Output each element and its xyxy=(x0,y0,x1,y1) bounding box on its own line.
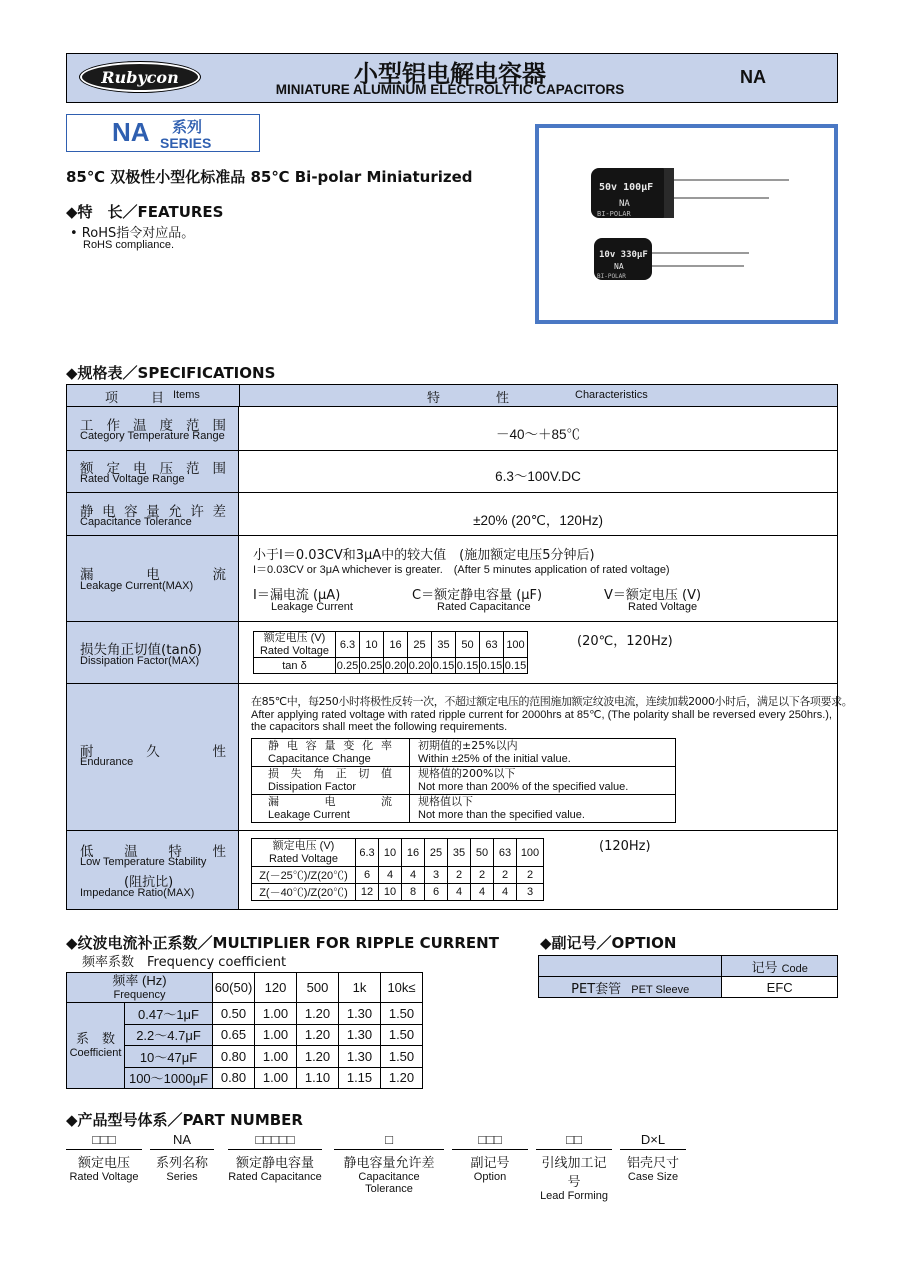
df-volt: 63 xyxy=(480,632,504,658)
df-hdr-cn: 额定电压 (V) xyxy=(263,632,326,645)
col-char-cn: 特 性 xyxy=(427,391,520,406)
coef-value: 1.50 xyxy=(381,1003,423,1025)
coef-value: 1.20 xyxy=(381,1067,423,1089)
end-desc-cn: 在85℃中，每250小时将极性反转一次，不超过额定电压的范围施加额定纹波电流，连续加载2000小时后，满足以下各项要求。 xyxy=(251,695,853,708)
part-label-en: Option xyxy=(473,1171,507,1183)
cap1-series: NA xyxy=(619,199,630,209)
lt-label-cn: 低 温 特 性 xyxy=(80,844,226,860)
coef-value: 1.15 xyxy=(339,1067,381,1089)
part-field xyxy=(452,1132,528,1183)
lt-volt: 100 xyxy=(517,839,544,867)
lt-r1-val: 4 xyxy=(402,867,425,884)
lt-r1-val: 2 xyxy=(517,867,544,884)
ripple-heading: ◆纹波电流补正系数／MULTIPLIER FOR RIPPLE CURRENT xyxy=(66,934,499,952)
part-label-en: Lead Forming xyxy=(540,1190,608,1202)
coef-value: 0.80 xyxy=(213,1067,255,1089)
part-label-cn: 引线加工记号 xyxy=(541,1156,607,1190)
df-val: 0.25 xyxy=(336,659,359,672)
part-field xyxy=(228,1132,322,1183)
coef-value: 1.20 xyxy=(297,1003,339,1025)
lt-label-en2: Impedance Ratio(MAX) xyxy=(80,887,195,899)
df-val: 0.20 xyxy=(384,659,407,672)
coef-value: 1.30 xyxy=(339,1003,381,1025)
lt-hdr-cn: 额定电压 (V) xyxy=(272,840,335,853)
end-r1-cn: 静 电 容 量 变 化 率 xyxy=(268,739,392,753)
part-symbol: □□□□□ xyxy=(228,1132,322,1150)
option-item-en: PET Sleeve xyxy=(631,983,690,996)
coef-value: 1.00 xyxy=(255,1046,297,1068)
series-label-en: SERIES xyxy=(160,135,212,151)
df-volt: 50 xyxy=(456,632,480,658)
option-code-value: EFC xyxy=(722,977,838,998)
part-label-cn: 额定静电容量 xyxy=(235,1156,314,1171)
lt-hdr-en: Rated Voltage xyxy=(268,852,339,865)
coef-value: 1.00 xyxy=(255,1024,297,1046)
coef-value: 1.00 xyxy=(255,1003,297,1025)
freq-value: 1k xyxy=(339,973,381,1003)
coef-label-en: Coefficient xyxy=(69,1046,122,1059)
df-note: (20℃，120Hz) xyxy=(577,634,673,649)
coef-value: 1.10 xyxy=(297,1067,339,1089)
leak-v-cn: V＝额定电压 (V) xyxy=(604,588,702,603)
freq-value: 120 xyxy=(255,973,297,1003)
end-r3-en: Leakage Current xyxy=(268,808,350,821)
col-items-en: Items xyxy=(173,389,200,401)
lt-r1-val: 4 xyxy=(379,867,402,884)
cap2-rating: 10v 330μF xyxy=(599,250,648,260)
lt-r2-val: 6 xyxy=(425,884,448,901)
subtitle: 85℃ 双极性小型化标准品 85℃ Bi-polar Miniaturized xyxy=(66,168,473,186)
end-desc-en2: the capacitors shall meet the following requirements. xyxy=(251,721,508,733)
temp-value: －40～＋85℃ xyxy=(495,427,581,442)
part-field xyxy=(536,1132,612,1202)
part-symbol: □ xyxy=(334,1132,444,1150)
spec-heading: ◆规格表／SPECIFICATIONS xyxy=(66,364,276,382)
lt-r1-label: Z(－25℃)/Z(20℃) xyxy=(252,867,356,884)
lt-label-cn2: (阻抗比) xyxy=(124,875,174,890)
option-code-cn: 记号 xyxy=(751,960,778,976)
df-table xyxy=(253,631,528,674)
part-symbol: □□ xyxy=(536,1132,612,1150)
spec-table xyxy=(66,384,853,910)
end-r2-ven: Not more than 200% of the specified value. xyxy=(418,780,629,793)
lt-label-en: Low Temperature Stability xyxy=(80,856,207,868)
end-r1-en: Capacitance Change xyxy=(268,752,371,765)
part-label-en: Capacitance Tolerance xyxy=(358,1171,420,1195)
end-r2-en: Dissipation Factor xyxy=(268,780,357,793)
end-label-en: Endurance xyxy=(80,756,134,768)
coef-value: 1.30 xyxy=(339,1024,381,1046)
lt-volt: 25 xyxy=(425,839,448,867)
tol-label-cn: 静 电 容 量 允 许 差 xyxy=(80,504,226,520)
page-title-cn: 小型铝电解电容器 xyxy=(354,60,546,88)
cap2-series: NA xyxy=(614,262,624,271)
df-tan-label: tan δ xyxy=(254,658,336,674)
end-r2-vcn: 规格值的200%以下 xyxy=(418,767,516,781)
lt-volt: 50 xyxy=(471,839,494,867)
leak-i-cn: I＝漏电流 (μA) xyxy=(253,588,341,603)
part-label-en: Case Size xyxy=(627,1171,679,1183)
option-table xyxy=(538,955,838,998)
df-volt: 16 xyxy=(384,632,408,658)
coef-value: 1.50 xyxy=(381,1024,423,1046)
volt-value: 6.3～100V.DC xyxy=(495,469,581,484)
lt-r2-val: 10 xyxy=(379,884,402,901)
leak-formula-en: I＝0.03CV or 3μA whichever is greater. (After 5 minutes application of rated voltage) xyxy=(253,564,670,576)
part-label-en: Rated Voltage xyxy=(69,1171,139,1183)
coef-value: 0.80 xyxy=(213,1046,255,1068)
part-label-en: Series xyxy=(166,1171,198,1183)
cap1-band: BI-POLAR xyxy=(597,210,631,218)
df-volt: 100 xyxy=(504,632,528,658)
part-label-cn: 系列名称 xyxy=(155,1156,208,1171)
df-val: 0.15 xyxy=(504,659,527,672)
end-r2-cn: 损 失 角 正 切 值 xyxy=(268,767,392,781)
end-r3-ven: Not more than the specified value. xyxy=(418,808,585,821)
leak-c-cn: C＝额定静电容量 (μF) xyxy=(412,588,543,603)
leak-c-en: Rated Capacitance xyxy=(437,601,531,613)
lt-table xyxy=(251,838,544,901)
lt-r2-val: 8 xyxy=(402,884,425,901)
end-r1-vcn: 初期值的±25%以内 xyxy=(418,739,518,753)
page-title-en: MINIATURE ALUMINUM ELECTROLYTIC CAPACITORS xyxy=(275,82,625,97)
volt-label-cn: 额 定 电 压 范 围 xyxy=(80,461,226,477)
series-label-cn: 系列 xyxy=(172,118,203,136)
lt-r1-val: 2 xyxy=(494,867,517,884)
lt-r2-val: 12 xyxy=(356,884,379,901)
freq-value: 60(50) xyxy=(213,973,255,1003)
lt-r2-val: 4 xyxy=(471,884,494,901)
part-label-en: Rated Capacitance xyxy=(228,1171,322,1183)
lt-r2-val: 4 xyxy=(448,884,471,901)
end-desc-en1: After applying rated voltage with rated ripple current for 2000hrs at 85℃, (The polarity shall be reversed every 250hrs.), xyxy=(251,709,832,721)
end-r1-ven: Within ±25% of the initial value. xyxy=(418,752,571,765)
lt-r1-val: 2 xyxy=(448,867,471,884)
cap-range: 10～47μF xyxy=(125,1046,213,1068)
product-photo xyxy=(535,124,838,324)
df-volt: 6.3 xyxy=(336,632,360,658)
part-symbol: □□□ xyxy=(452,1132,528,1150)
tol-value: ±20% (20℃，120Hz) xyxy=(473,513,603,528)
df-val: 0.25 xyxy=(360,659,383,672)
series-name: NA xyxy=(112,117,150,147)
cap2-band: BI-POLAR xyxy=(597,273,626,280)
cap-range: 2.2～4.7μF xyxy=(125,1024,213,1046)
coef-value: 1.50 xyxy=(381,1046,423,1068)
feature-item-en: RoHS compliance. xyxy=(83,239,175,251)
freq-value: 10k≤ xyxy=(381,973,423,1003)
lt-volt: 35 xyxy=(448,839,471,867)
capacitor-photo-image xyxy=(539,128,834,320)
coef-value: 1.20 xyxy=(297,1024,339,1046)
ripple-table xyxy=(66,972,423,1089)
part-symbol: D×L xyxy=(620,1132,686,1150)
leak-v-en: Rated Voltage xyxy=(628,601,698,613)
lt-r2-val: 4 xyxy=(494,884,517,901)
lt-r2-val: 3 xyxy=(517,884,544,901)
leak-label-cn: 漏 电 流 xyxy=(80,567,226,583)
coef-value: 1.30 xyxy=(339,1046,381,1068)
lt-r1-val: 3 xyxy=(425,867,448,884)
coef-label-cn: 系 数 xyxy=(75,1031,115,1047)
lt-volt: 63 xyxy=(494,839,517,867)
part-label-cn: 额定电压 xyxy=(77,1156,130,1171)
df-label-cn: 损失角正切值(tanδ) xyxy=(80,642,202,658)
cap-range: 0.47～1μF xyxy=(125,1003,213,1025)
leak-i-en: Leakage Current xyxy=(271,601,353,613)
endurance-table xyxy=(251,738,676,823)
df-volt: 35 xyxy=(432,632,456,658)
tol-label-en: Capacitance Tolerance xyxy=(80,516,192,528)
df-val: 0.15 xyxy=(432,659,455,672)
cap-range: 100～1000μF xyxy=(125,1067,213,1089)
coef-value: 1.20 xyxy=(297,1046,339,1068)
part-number-heading: ◆产品型号体系／PART NUMBER xyxy=(66,1111,303,1129)
temp-label-en: Category Temperature Range xyxy=(80,430,225,442)
df-val: 0.15 xyxy=(480,659,503,672)
end-label-cn: 耐 久 性 xyxy=(80,744,226,760)
df-volt: 25 xyxy=(408,632,432,658)
freq-label-en: Frequency xyxy=(113,988,166,1001)
end-r3-vcn: 规格值以下 xyxy=(418,795,473,809)
df-volt: 10 xyxy=(360,632,384,658)
lt-volt: 10 xyxy=(379,839,402,867)
leak-label-en: Leakage Current(MAX) xyxy=(80,580,194,592)
coef-value: 0.50 xyxy=(213,1003,255,1025)
leak-formula-cn: 小于I＝0.03CV和3μA中的较大值 (施加额定电压5分钟后) xyxy=(253,548,595,563)
rubycon-logo: Rubycon xyxy=(80,62,200,92)
temp-label-cn: 工 作 温 度 范 围 xyxy=(80,418,226,434)
part-field xyxy=(620,1132,686,1183)
df-val: 0.15 xyxy=(456,659,479,672)
cap1-rating: 50v 100μF xyxy=(599,182,654,193)
df-val: 0.20 xyxy=(408,659,431,672)
df-label-en: Dissipation Factor(MAX) xyxy=(80,655,200,667)
option-code-en: Code xyxy=(781,962,808,975)
volt-label-en: Rated Voltage Range xyxy=(80,473,185,485)
coef-value: 0.65 xyxy=(213,1024,255,1046)
part-symbol: □□□ xyxy=(66,1132,142,1150)
freq-label-cn: 频率 (Hz) xyxy=(112,973,167,989)
part-label-cn: 副记号 xyxy=(470,1156,510,1171)
feature-item-cn: • RoHS指令对应品。 xyxy=(70,226,195,241)
col-char-en: Characteristics xyxy=(575,389,648,401)
freq-value: 500 xyxy=(297,973,339,1003)
lt-volt: 16 xyxy=(402,839,425,867)
part-field xyxy=(150,1132,214,1183)
coef-value: 1.00 xyxy=(255,1067,297,1089)
lt-r1-val: 2 xyxy=(471,867,494,884)
df-hdr-en: Rated Voltage xyxy=(259,644,330,657)
part-label-cn: 静电容量允许差 xyxy=(343,1156,435,1171)
part-field xyxy=(334,1132,444,1195)
ripple-subheading: 频率系数 Frequency coefficient xyxy=(82,955,287,970)
lt-r2-label: Z(－40℃)/Z(20℃) xyxy=(252,884,356,901)
option-item-cn: PET套管 xyxy=(571,981,622,997)
lt-r1-val: 6 xyxy=(356,867,379,884)
lt-note: (120Hz) xyxy=(599,839,651,854)
part-label-cn: 铝壳尺寸 xyxy=(626,1156,679,1171)
part-symbol: NA xyxy=(150,1132,214,1150)
end-r3-cn: 漏 电 流 xyxy=(268,795,392,809)
part-field xyxy=(66,1132,142,1183)
lt-volt: 6.3 xyxy=(356,839,379,867)
series-code: NA xyxy=(740,67,766,87)
col-items-cn: 项 目 xyxy=(105,391,175,406)
option-heading: ◆副记号／OPTION xyxy=(540,934,677,952)
features-heading: ◆特 长／FEATURES xyxy=(66,203,224,221)
